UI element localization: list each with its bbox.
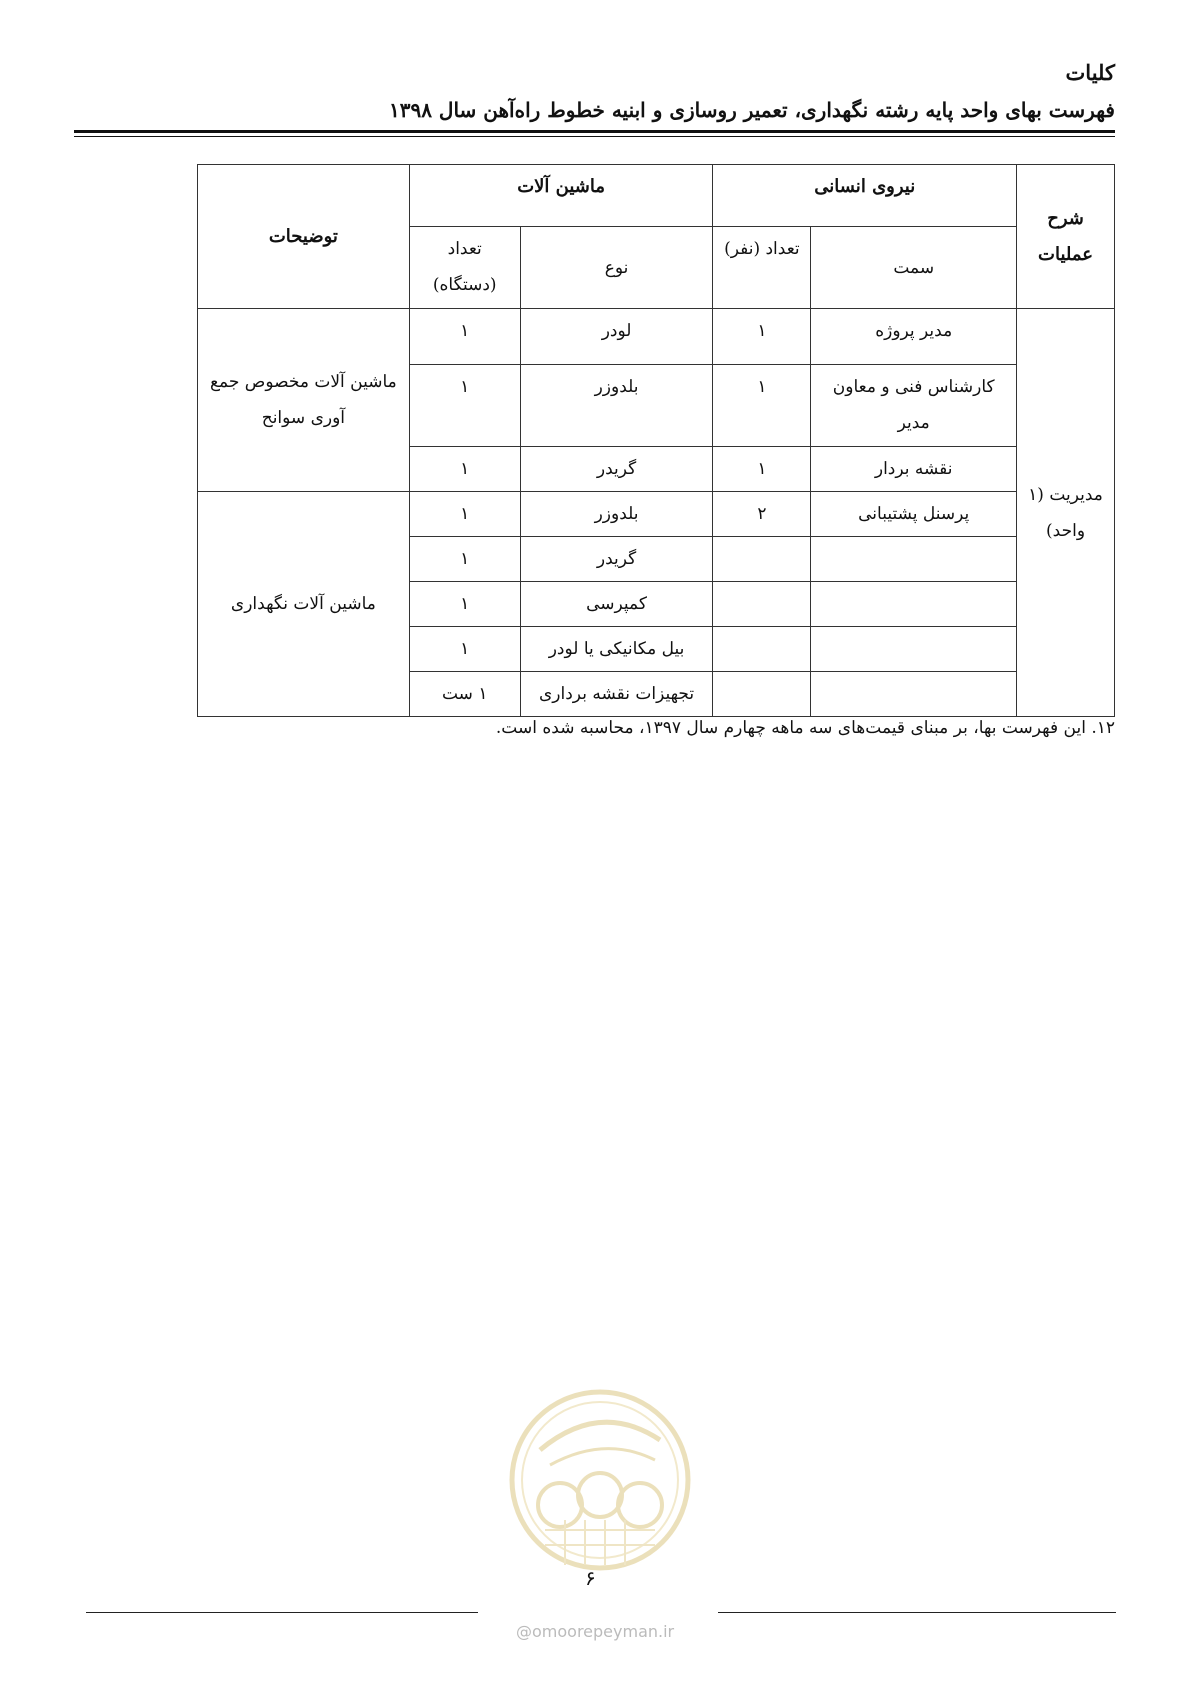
position-cell: نقشه بردار bbox=[811, 447, 1017, 492]
document-title: فهرست بهای واحد پایه رشته نگهداری، تعمیر روسازی و ابنیه خطوط راه‌آهن سال ۱۳۹۸ bbox=[389, 98, 1115, 122]
section-title: کلیات bbox=[1065, 60, 1115, 85]
device-count-cell: ۱ bbox=[409, 627, 520, 672]
type-cell: گریدر bbox=[520, 447, 713, 492]
header-notes: توضیحات bbox=[198, 165, 410, 309]
type-cell: بیل مکانیکی یا لودر bbox=[520, 627, 713, 672]
table-row bbox=[198, 309, 1115, 365]
footer-rule-left bbox=[86, 1612, 478, 1613]
header-type: نوع bbox=[520, 227, 713, 309]
type-cell: کمپرسی bbox=[520, 582, 713, 627]
person-count-cell bbox=[713, 537, 811, 582]
seal-watermark-icon bbox=[505, 1380, 695, 1580]
position-cell bbox=[811, 627, 1017, 672]
position-cell: کارشناس فنی و معاون مدیر bbox=[811, 365, 1017, 447]
table-row bbox=[198, 492, 1115, 537]
header-operation: شرح عملیات bbox=[1017, 165, 1115, 309]
watermark-url: @omoorepeyman.ir bbox=[516, 1622, 675, 1641]
page-number: ۶ bbox=[585, 1566, 596, 1590]
header-rule-thick bbox=[74, 130, 1115, 133]
header-rule-thin bbox=[74, 136, 1115, 137]
person-count-cell bbox=[713, 672, 811, 717]
type-cell: بلدوزر bbox=[520, 492, 713, 537]
header-machinery: ماشین آلات bbox=[409, 165, 713, 227]
person-count-cell: ۲ bbox=[713, 492, 811, 537]
position-cell bbox=[811, 582, 1017, 627]
header-personnel: نیروی انسانی bbox=[713, 165, 1017, 227]
type-cell: گریدر bbox=[520, 537, 713, 582]
person-count-cell: ۱ bbox=[713, 309, 811, 365]
header-person-count: تعداد (نفر) bbox=[713, 227, 811, 309]
type-cell: تجهیزات نقشه برداری bbox=[520, 672, 713, 717]
position-cell bbox=[811, 672, 1017, 717]
person-count-cell: ۱ bbox=[713, 447, 811, 492]
header-position: سمت bbox=[811, 227, 1017, 309]
device-count-cell: ۱ bbox=[409, 492, 520, 537]
footnote: ۱۲. این فهرست بها، بر مبنای قیمت‌های سه ماهه چهارم سال ۱۳۹۷، محاسبه شده است. bbox=[495, 718, 1115, 738]
person-count-cell bbox=[713, 582, 811, 627]
device-count-cell: ۱ ست bbox=[409, 672, 520, 717]
operation-cell: مدیریت (۱ واحد) bbox=[1017, 309, 1115, 717]
notes-cell: ماشین آلات نگهداری bbox=[198, 492, 410, 717]
type-cell: بلدوزر bbox=[520, 365, 713, 447]
person-count-cell: ۱ bbox=[713, 365, 811, 447]
position-cell: مدیر پروژه bbox=[811, 309, 1017, 365]
device-count-cell: ۱ bbox=[409, 582, 520, 627]
position-cell bbox=[811, 537, 1017, 582]
type-cell: لودر bbox=[520, 309, 713, 365]
footer-rule-right bbox=[718, 1612, 1116, 1613]
personnel-machinery-table bbox=[197, 164, 1115, 717]
device-count-cell: ۱ bbox=[409, 365, 520, 447]
device-count-cell: ۱ bbox=[409, 447, 520, 492]
notes-cell: ماشین آلات مخصوص جمع آوری سوانح bbox=[198, 309, 410, 492]
position-cell: پرسنل پشتیبانی bbox=[811, 492, 1017, 537]
person-count-cell bbox=[713, 627, 811, 672]
header-device-count: تعداد (دستگاه) bbox=[409, 227, 520, 309]
device-count-cell: ۱ bbox=[409, 537, 520, 582]
device-count-cell: ۱ bbox=[409, 309, 520, 365]
